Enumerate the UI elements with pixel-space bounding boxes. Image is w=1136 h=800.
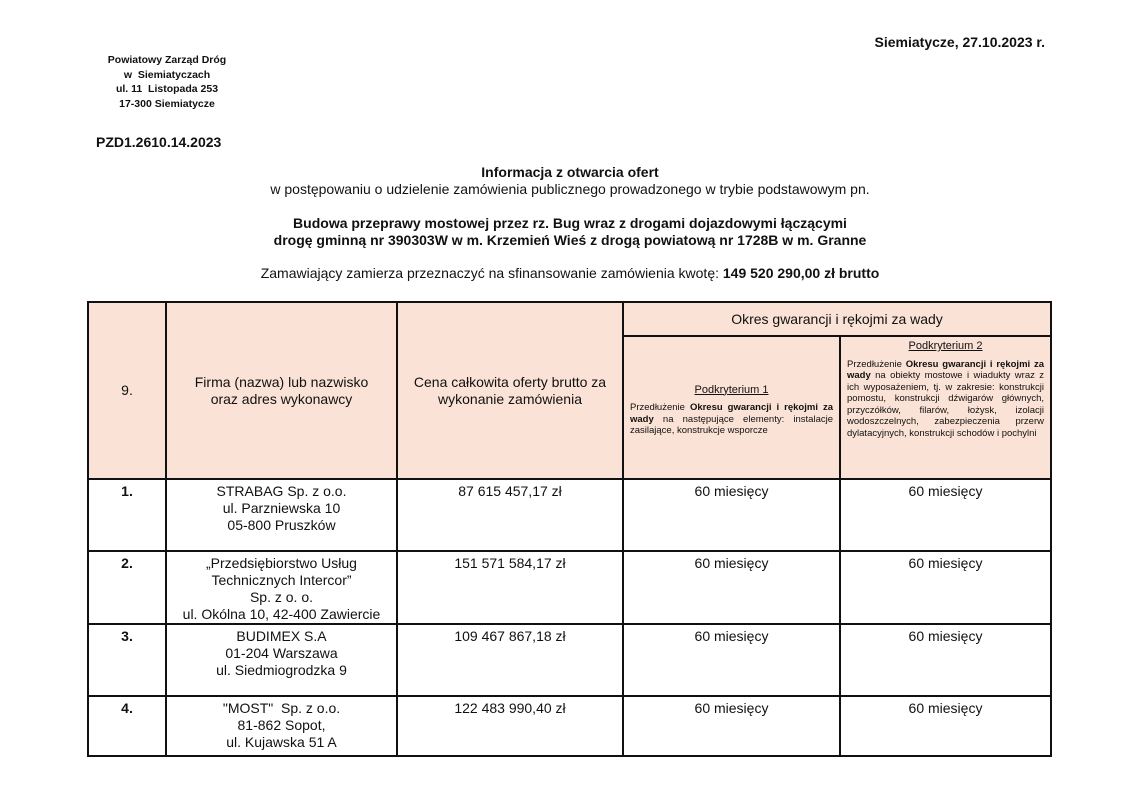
budget-statement xyxy=(170,265,970,281)
header-col-price: Cena całkowita oferty brutto za wykonanie zamówienia xyxy=(397,302,623,479)
org-city: w Siemiatyczach xyxy=(123,68,211,81)
header-subcriterion-2 xyxy=(840,336,1051,479)
row-number: 4. xyxy=(88,696,166,756)
table-row xyxy=(88,624,1051,696)
title-main: Informacja z otwarcia ofert xyxy=(481,164,659,180)
org-street: ul. 11 Listopada 253 xyxy=(115,83,219,95)
place-date: Siemiatycze, 27.10.2023 r. xyxy=(874,34,1045,50)
header-subcriterion-1 xyxy=(623,336,840,479)
firm-cell: „Przedsiębiorstwo Usług Technicznych Intercor” Sp. z o. o. ul. Okólna 10, 42-400 Zawiercie xyxy=(166,551,397,624)
subcriterion-2-cell: 60 miesięcy xyxy=(840,551,1051,624)
firm-cell: STRABAG Sp. z o.o. ul. Parzniewska 10 05-800 Pruszków xyxy=(166,479,397,551)
organization-address xyxy=(92,53,242,111)
price-cell: 122 483 990,40 zł xyxy=(397,696,623,756)
row-number: 2. xyxy=(88,551,166,624)
firm-cell: BUDIMEX S.A 01-204 Warszawa ul. Siedmiogrodzka 9 xyxy=(166,624,397,696)
subcriterion-1-cell: 60 miesięcy xyxy=(623,624,840,696)
row-number: 1. xyxy=(88,479,166,551)
subcriterion-1-desc: Przedłużenie Okresu gwarancji i rękojmi za wady na następujące elementy: instalacje zasilające, konstrukcje wsporcze xyxy=(630,402,833,436)
table-row xyxy=(88,479,1051,551)
reference-number: PZD1.2610.14.2023 xyxy=(96,134,222,150)
procurement-subject xyxy=(170,215,970,249)
subcriterion-1-cell: 60 miesięcy xyxy=(623,696,840,756)
subcriterion-2-cell: 60 miesięcy xyxy=(840,479,1051,551)
firm-cell: "MOST" Sp. z o.o. 81-862 Sopot, ul. Kujawska 51 A xyxy=(166,696,397,756)
subject-line-2: drogę gminną nr 390303W w m. Krzemień Wieś z drogą powiatową nr 1728B w m. Granne xyxy=(273,232,867,248)
subcriterion-1-cell: 60 miesięcy xyxy=(623,551,840,624)
subcriterion-2-cell: 60 miesięcy xyxy=(840,624,1051,696)
table-row xyxy=(88,696,1051,756)
subcriterion-1-cell: 60 miesięcy xyxy=(623,479,840,551)
org-name: Powiatowy Zarząd Dróg xyxy=(107,54,227,66)
document-title xyxy=(170,164,970,198)
header-col-warranty: Okres gwarancji i rękojmi za wady xyxy=(623,302,1051,336)
subcriterion-1-title: Podkryterium 1 xyxy=(694,383,769,396)
price-cell: 151 571 584,17 zł xyxy=(397,551,623,624)
budget-amount: 149 520 290,00 zł brutto xyxy=(722,265,880,281)
price-cell: 87 615 457,17 zł xyxy=(397,479,623,551)
header-row-top xyxy=(88,302,1051,336)
subcriterion-2-title: Podkryterium 2 xyxy=(908,340,983,352)
offers-table xyxy=(87,301,1052,757)
subcriterion-2-cell: 60 miesięcy xyxy=(840,696,1051,756)
title-sub: w postępowaniu o udzielenie zamówienia publicznego prowadzonego w trybie podstawowym pn. xyxy=(270,181,870,197)
org-postcode: 17-300 Siemiatycze xyxy=(119,97,215,110)
subcriterion-2-desc: Przedłużenie Okresu gwarancji i rękojmi za wady na obiekty mostowe i wiadukty wraz z ich wyposażeniem, tj. w zakresie: konstrukcji pomostu, konstrukcji dźwigarów głównych, przyczółków, filarów, łożysk, izolacji wodoszczelnych, zabezpieczenia przerw dylatacyjnych, konstrukcji schodów i pochylni xyxy=(847,358,1044,439)
subject-line-1: Budowa przeprawy mostowej przez rz. Bug wraz z drogami dojazdowymi łączącymi xyxy=(293,215,847,231)
table-row xyxy=(88,551,1051,624)
price-cell: 109 467 867,18 zł xyxy=(397,624,623,696)
header-col-no: 9. xyxy=(88,302,166,479)
header-col-firm: Firma (nazwa) lub nazwisko oraz adres wykonawcy xyxy=(166,302,397,479)
budget-prefix: Zamawiający zamierza przeznaczyć na sfinansowanie zamówienia kwotę: xyxy=(260,265,723,281)
row-number: 3. xyxy=(88,624,166,696)
